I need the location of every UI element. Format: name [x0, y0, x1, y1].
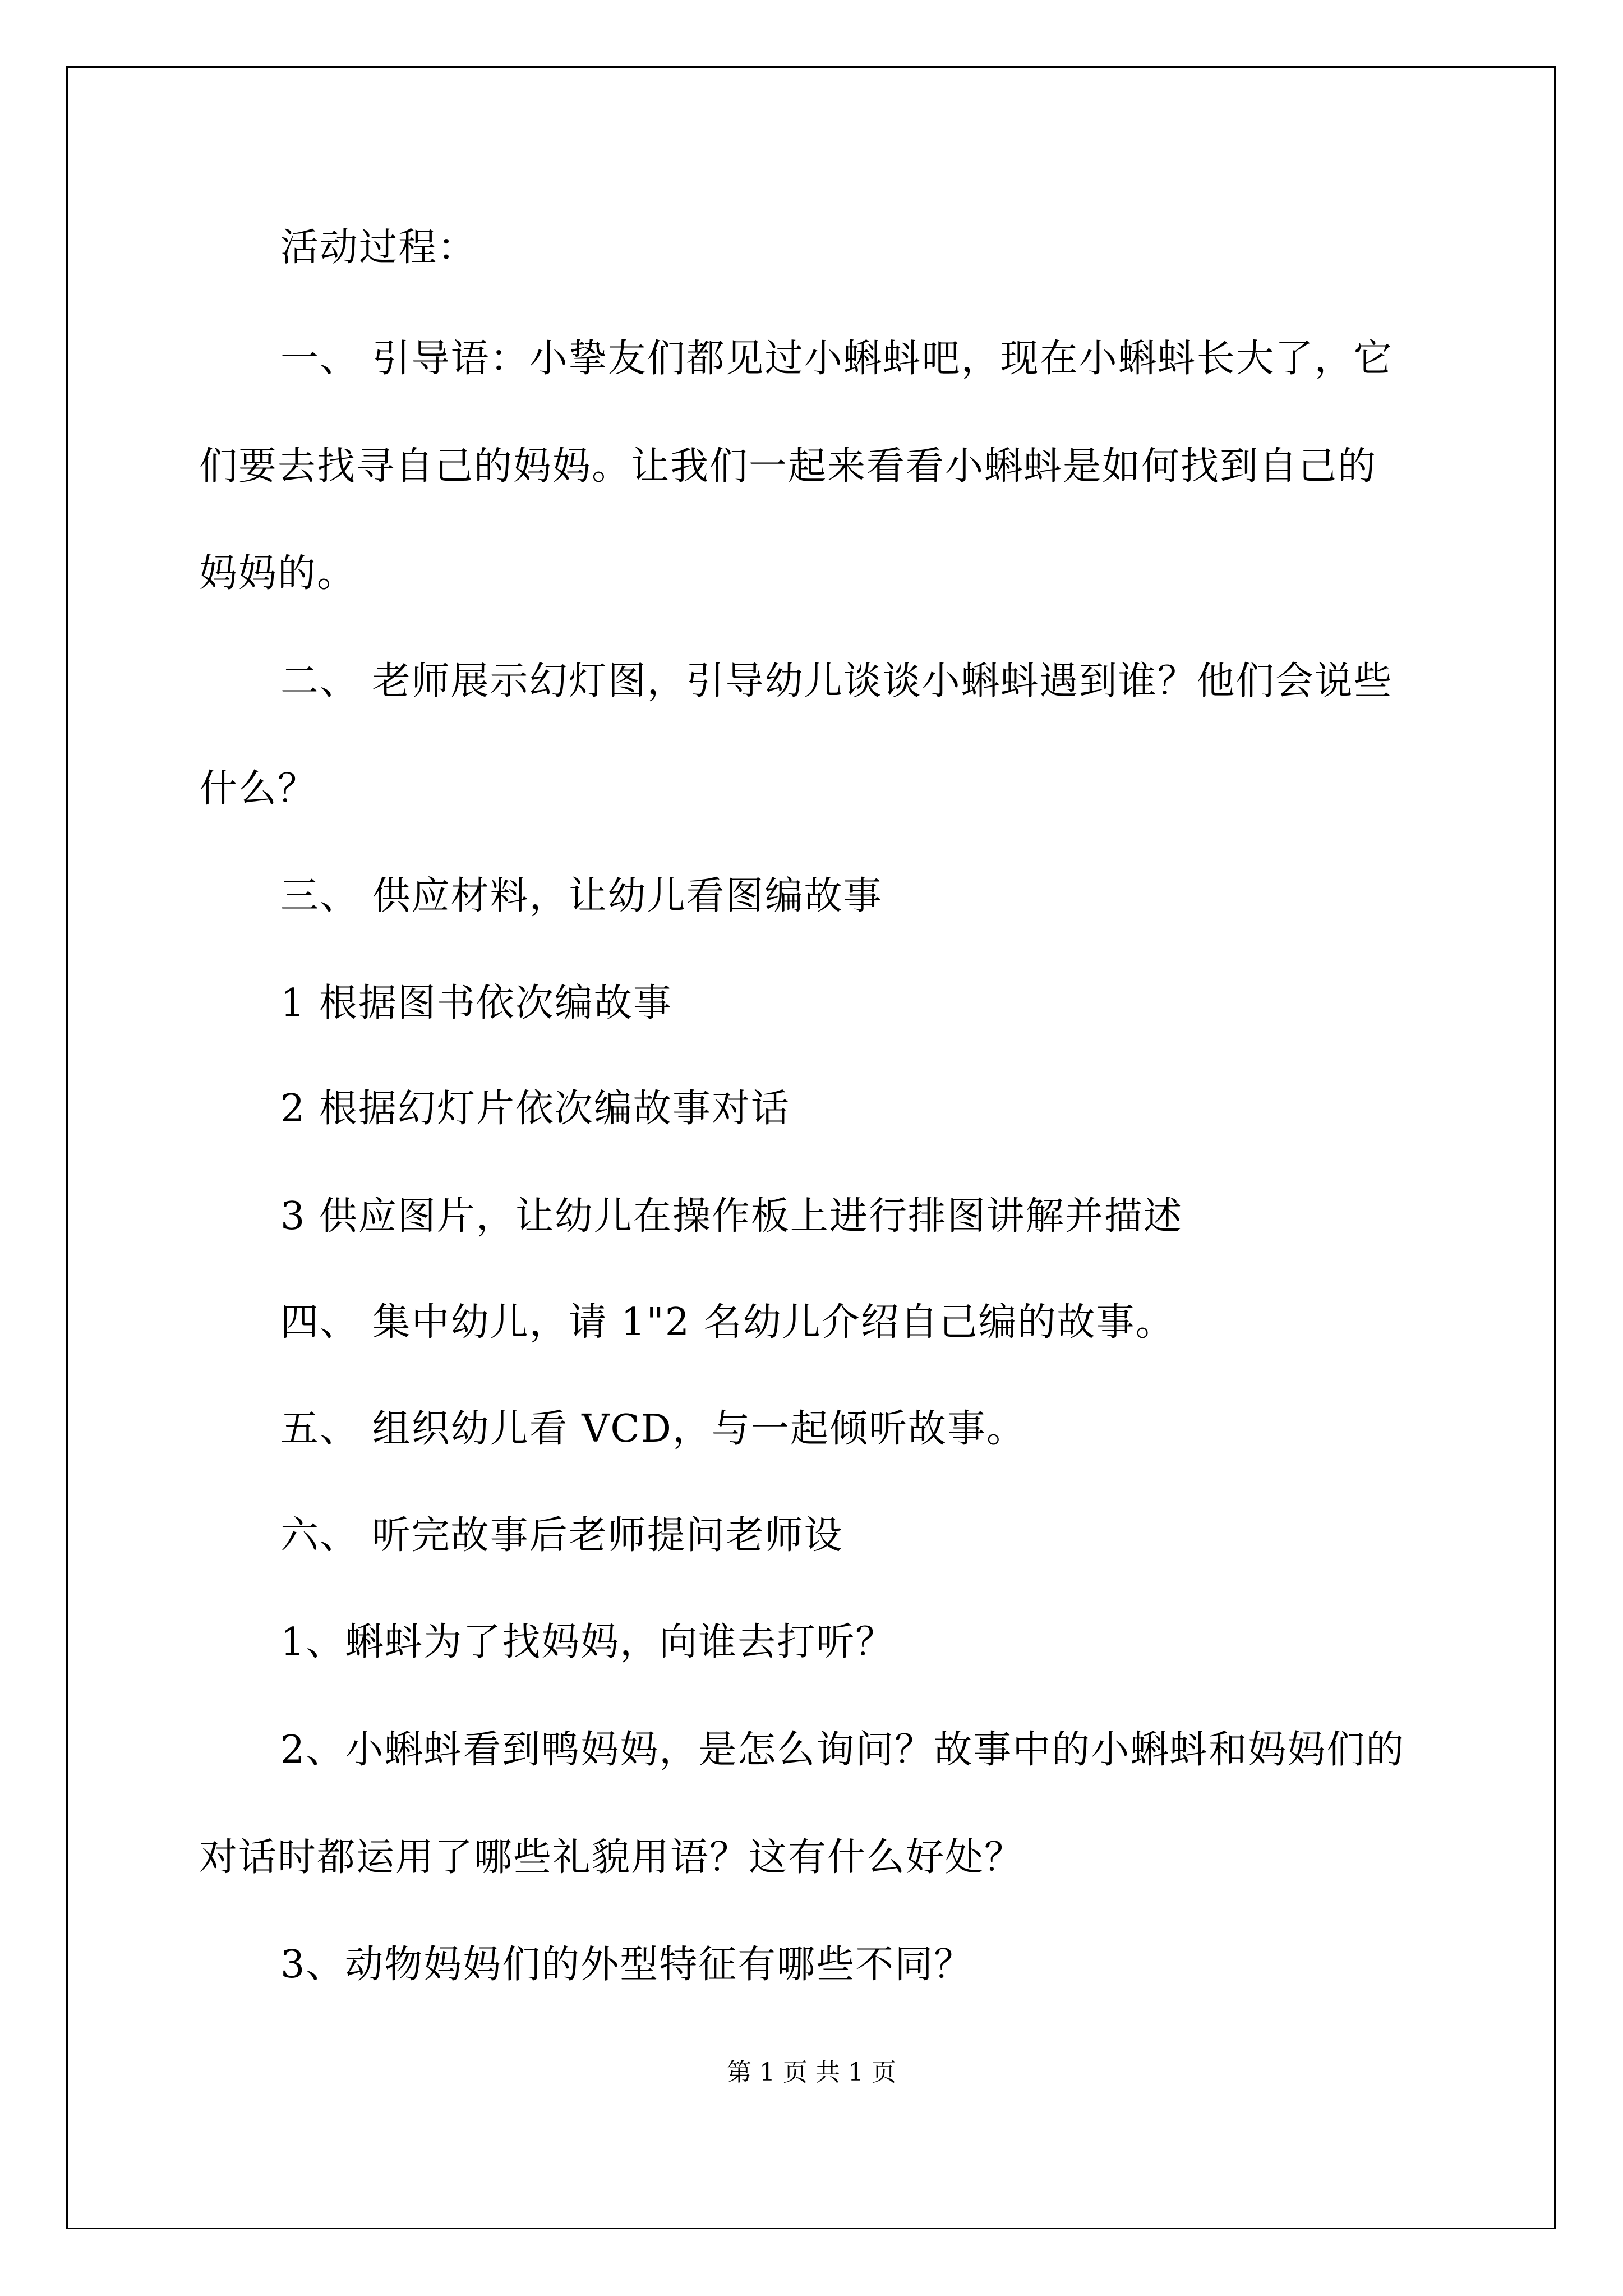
heading-activity-process: 活动过程：	[280, 226, 477, 270]
list-item: 3 供应图片，让幼儿在操作板上进行排图讲解并描述	[280, 1194, 1183, 1239]
question-item-continued: 对话时都运用了哪些礼貌用语？这有什么好处？	[199, 1835, 1024, 1880]
question-item: 1、蝌蚪为了找妈妈，向谁去打听？	[280, 1620, 895, 1664]
list-item: 2 根据幻灯片依次编故事对话	[280, 1087, 790, 1131]
page-footer: 第 1 页 共 1 页	[727, 2058, 896, 2087]
paragraph-line: 妈妈的。	[199, 551, 357, 596]
question-item: 3、动物妈妈们的外型特征有哪些不同？	[280, 1943, 974, 1987]
paragraph-line: 四、 集中幼儿，请 1"2 名幼儿介绍自己编的故事。	[280, 1300, 1175, 1345]
list-item: 1 根据图书依次编故事	[280, 981, 672, 1025]
question-item: 2、小蝌蚪看到鸭妈妈，是怎么询问？故事中的小蝌蚪和妈妈们的	[280, 1728, 1405, 1772]
paragraph-line: 二、 老师展示幻灯图，引导幼儿谈谈小蝌蚪遇到谁？他们会说些	[280, 659, 1393, 703]
paragraph-line: 三、 供应材料，让幼儿看图编故事	[280, 874, 883, 918]
paragraph-line: 五、 组织幼儿看 VCD，与一起倾听故事。	[280, 1407, 1026, 1451]
paragraph-line: 一、 引导语：小挚友们都见过小蝌蚪吧，现在小蝌蚪长大了，它	[280, 337, 1393, 381]
page-border	[66, 66, 1556, 2229]
paragraph-line: 什么？	[199, 767, 317, 811]
paragraph-line: 们要去找寻自己的妈妈。让我们一起来看看小蝌蚪是如何找到自己的	[199, 444, 1377, 489]
paragraph-line: 六、 听完故事后老师提问老师设	[280, 1513, 843, 1558]
